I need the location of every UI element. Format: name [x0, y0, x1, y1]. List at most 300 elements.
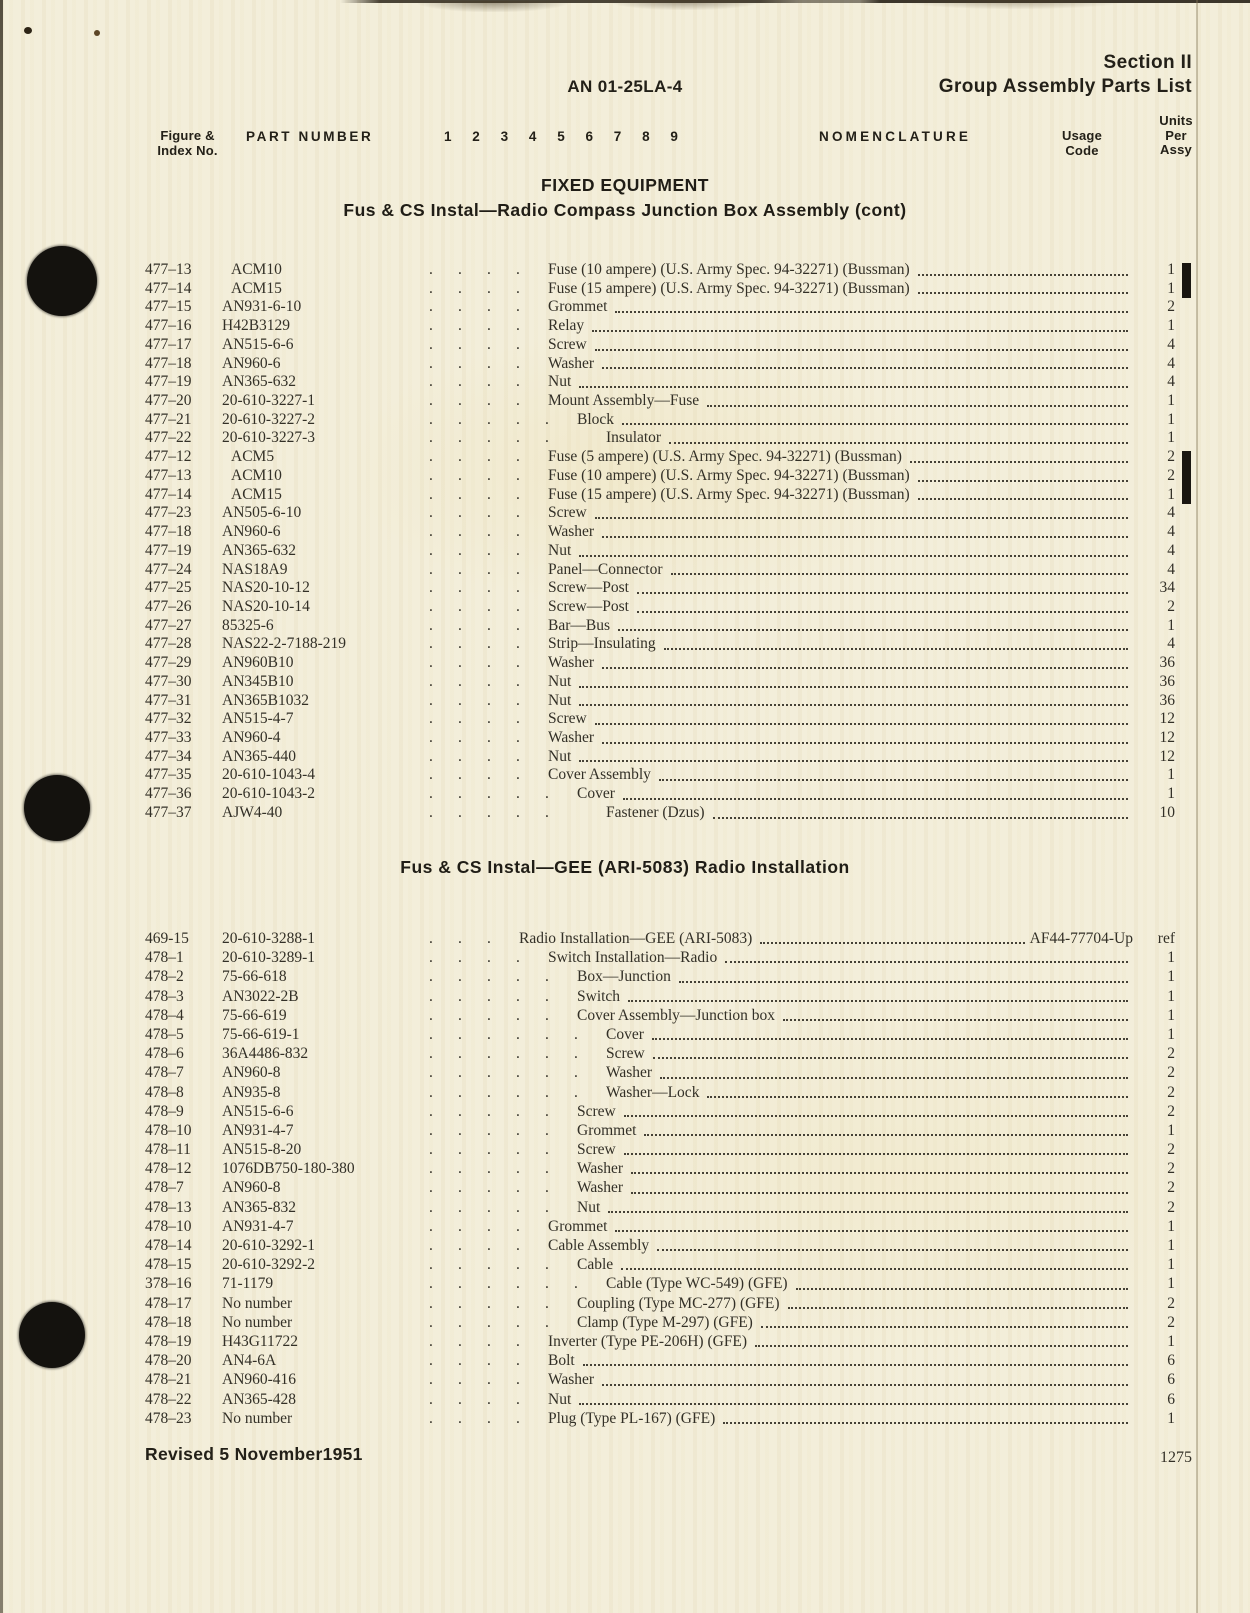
- table-row: [145, 355, 1175, 374]
- dotted-leader: [608, 1211, 1128, 1213]
- ink-speck: [94, 30, 100, 36]
- part-number-cell: ACM15: [231, 279, 282, 297]
- table-row: [145, 373, 1175, 392]
- dotted-leader: [918, 274, 1128, 276]
- document-number: AN 01-25LA-4: [567, 77, 683, 96]
- figure-index-cell: 478–10: [145, 1121, 192, 1139]
- units-per-assy-cell: 2: [1167, 1064, 1175, 1082]
- part-number-cell: 75-66-619-1: [222, 1025, 300, 1043]
- nomenclature-cell: [429, 1159, 1135, 1178]
- table-row: [145, 392, 1175, 411]
- table-row: [145, 635, 1175, 654]
- table-row: [145, 1063, 1175, 1082]
- nomenclature-cell: [429, 1370, 1135, 1389]
- nomenclature-text: Fuse (5 ampere) (U.S. Army Spec. 94-32271) (Bussman): [548, 448, 902, 466]
- part-number-cell: 20-610-3227-3: [222, 429, 315, 447]
- nomenclature-cell: [429, 748, 1135, 767]
- units-per-assy-cell: 1: [1167, 392, 1175, 410]
- part-number-cell: 75-66-619: [222, 1006, 287, 1024]
- table-row: [145, 617, 1175, 636]
- units-line2: Per: [1165, 127, 1187, 143]
- nomenclature-cell: [429, 280, 1135, 299]
- nomenclature-cell: [429, 579, 1135, 598]
- figure-index-cell: 477–29: [145, 654, 192, 672]
- nomenclature-cell: [429, 373, 1135, 392]
- nomenclature-cell: [429, 336, 1135, 355]
- figure-index-cell: 477–23: [145, 504, 192, 522]
- nomenclature-text: Washer: [548, 728, 595, 746]
- units-per-assy-cell: 1: [1167, 766, 1175, 784]
- table-row: [145, 1140, 1175, 1159]
- figure-index-cell: 478–13: [145, 1198, 192, 1216]
- table-row: [145, 804, 1175, 823]
- nomenclature-text: Washer: [577, 1160, 624, 1178]
- indenture-dots: . . . .: [429, 672, 520, 690]
- nomenclature-cell: [429, 654, 1135, 673]
- column-header-indenture-numbers: 1 2 3 4 5 6 7 8 9: [444, 129, 679, 144]
- units-per-assy-cell: 1: [1167, 616, 1175, 634]
- units-per-assy-cell: 1: [1167, 987, 1175, 1005]
- nomenclature-cell: [429, 355, 1135, 374]
- nomenclature-cell: [429, 1390, 1135, 1409]
- table-row: [145, 1370, 1175, 1389]
- page-right-edge: [1196, 0, 1198, 1613]
- nomenclature-text: Nut: [548, 747, 572, 765]
- dotted-leader: [579, 686, 1128, 688]
- indenture-dots: . . . .: [429, 949, 520, 967]
- dotted-leader: [602, 742, 1128, 744]
- indenture-dots: . . . .: [429, 1352, 520, 1370]
- page-left-edge: [0, 0, 3, 1613]
- nomenclature-text: Fuse (10 ampere) (U.S. Army Spec. 94-32271) (Bussman): [548, 261, 910, 278]
- nomenclature-cell: [429, 1083, 1135, 1102]
- figure-index-cell: 478–18: [145, 1313, 192, 1331]
- nomenclature-cell: [429, 467, 1135, 486]
- table-row: [145, 1294, 1175, 1313]
- figure-index-cell: 477–16: [145, 317, 192, 335]
- table-row: [145, 336, 1175, 355]
- scan-smudge: [610, 0, 760, 10]
- column-header-usage-code: [1042, 129, 1122, 158]
- nomenclature-cell: [429, 1294, 1135, 1313]
- nomenclature-cell: [429, 542, 1135, 561]
- figure-index-cell: 478–5: [145, 1025, 184, 1043]
- dotted-leader: [918, 292, 1128, 294]
- binder-hole: [19, 1302, 85, 1368]
- indenture-dots: . . . . .: [429, 429, 549, 447]
- dotted-leader: [644, 1134, 1128, 1136]
- part-number-cell: AN365B1032: [222, 691, 309, 709]
- indenture-dots: . . . .: [429, 541, 520, 559]
- nomenclature-text: Bar—Bus: [548, 616, 610, 634]
- nomenclature-cell: [429, 1274, 1135, 1293]
- nomenclature-text: Grommet: [548, 298, 608, 316]
- figure-index-cell: 478–14: [145, 1237, 192, 1254]
- indenture-dots: . . . . .: [429, 1160, 549, 1178]
- units-per-assy-cell: 1: [1167, 261, 1175, 278]
- indenture-dots: . . . .: [429, 261, 520, 278]
- figure-index-cell: 477–36: [145, 785, 192, 803]
- nomenclature-text: Cover Assembly—Junction box: [577, 1006, 776, 1024]
- nomenclature-cell: [429, 1313, 1135, 1332]
- nomenclature-cell: [429, 1025, 1135, 1044]
- dotted-leader: [637, 611, 1128, 613]
- indenture-dots: . . . . .: [429, 1006, 549, 1024]
- nomenclature-text: Cover: [577, 785, 615, 803]
- units-per-assy-cell: 1: [1167, 1217, 1175, 1235]
- indenture-dots: . . . .: [429, 335, 520, 353]
- indenture-dots: . . . . .: [429, 803, 549, 821]
- table-row: [145, 317, 1175, 336]
- table-row: [145, 1121, 1175, 1140]
- units-per-assy-cell: 4: [1167, 635, 1175, 653]
- dotted-leader: [660, 1077, 1128, 1079]
- part-number-cell: AN365-632: [222, 541, 297, 559]
- dotted-leader: [579, 555, 1128, 557]
- part-number-cell: H43G11722: [222, 1332, 299, 1350]
- figure-index-cell: 477–34: [145, 747, 192, 765]
- figure-index-cell: 478–15: [145, 1256, 192, 1274]
- figure-index-cell: 478–12: [145, 1160, 192, 1178]
- table-row: [145, 1159, 1175, 1178]
- dotted-leader: [583, 1364, 1128, 1366]
- part-number-cell: AN365-832: [222, 1198, 297, 1216]
- dotted-leader: [707, 405, 1128, 407]
- table-row: [145, 1351, 1175, 1370]
- table-row: [145, 523, 1175, 542]
- table-row: [145, 710, 1175, 729]
- units-per-assy-cell: 12: [1159, 747, 1175, 765]
- group-heading: FIXED EQUIPMENT: [541, 175, 709, 195]
- dotted-leader: [579, 386, 1128, 388]
- units-per-assy-cell: 2: [1167, 1294, 1175, 1312]
- part-number-cell: 71-1179: [222, 1275, 274, 1293]
- dotted-leader: [761, 1326, 1128, 1328]
- nomenclature-text: Screw: [606, 1045, 645, 1063]
- figure-index-cell: 477–20: [145, 392, 192, 410]
- units-per-assy-cell: 1: [1167, 785, 1175, 803]
- part-number-cell: AN365-632: [222, 373, 297, 391]
- dotted-leader: [637, 592, 1128, 594]
- nomenclature-text: Insulator: [606, 429, 662, 447]
- indenture-dots: . . . . .: [429, 1179, 549, 1197]
- dotted-leader: [707, 1096, 1128, 1098]
- units-per-assy-cell: 2: [1167, 1160, 1175, 1178]
- units-per-assy-cell: 12: [1159, 710, 1175, 728]
- nomenclature-cell: [429, 785, 1135, 804]
- indenture-dots: . . . .: [429, 597, 520, 615]
- indenture-dots: . . . .: [429, 710, 520, 728]
- table-row: [145, 1236, 1175, 1255]
- nomenclature-text: Screw: [577, 1141, 616, 1159]
- indenture-dots: . . . .: [429, 747, 520, 765]
- indenture-dots: . . . .: [429, 654, 520, 672]
- units-per-assy-cell: 10: [1159, 803, 1175, 821]
- figure-index-cell: 477–21: [145, 410, 192, 428]
- part-number-cell: NAS20-10-12: [222, 579, 310, 597]
- units-per-assy-cell: 4: [1167, 504, 1175, 522]
- section-label: Section II: [1103, 52, 1192, 73]
- part-number-cell: AN960-6: [222, 354, 281, 372]
- indenture-dots: . . . .: [429, 1409, 520, 1427]
- units-per-assy-cell: 2: [1167, 1045, 1175, 1063]
- nomenclature-cell: [429, 617, 1135, 636]
- units-per-assy-cell: 4: [1167, 354, 1175, 372]
- figure-index-cell: 478–22: [145, 1390, 192, 1408]
- nomenclature-text: Panel—Connector: [548, 560, 663, 578]
- indenture-dots: . . . .: [429, 392, 520, 410]
- figure-index-cell: 478–9: [145, 1102, 184, 1120]
- nomenclature-text: Grommet: [548, 1217, 608, 1235]
- part-number-cell: AN931-6-10: [222, 298, 302, 316]
- dotted-leader: [624, 1115, 1128, 1117]
- nomenclature-text: Nut: [548, 1390, 572, 1408]
- revision-date: Revised 5 November1951: [145, 1444, 363, 1464]
- assembly-title-1: Fus & CS Instal—Radio Compass Junction Box Assembly (cont): [343, 200, 907, 220]
- part-number-cell: 36A4486-832: [222, 1045, 309, 1063]
- table-row: [145, 429, 1175, 448]
- indenture-dots: . . . . .: [429, 1256, 549, 1274]
- dotted-leader: [653, 1057, 1128, 1059]
- indenture-dots: . . . . . .: [429, 1275, 578, 1293]
- nomenclature-text: Washer: [548, 654, 595, 672]
- table-row: [145, 280, 1175, 299]
- nomenclature-text: Washer—Lock: [606, 1083, 700, 1101]
- nomenclature-text: Screw: [548, 710, 587, 728]
- units-per-assy-cell: 2: [1167, 1179, 1175, 1197]
- part-number-cell: ACM15: [231, 485, 282, 503]
- nomenclature-text: Strip—Insulating: [548, 635, 656, 653]
- nomenclature-cell: [429, 1332, 1135, 1351]
- figure-index-cell: 477–31: [145, 691, 192, 709]
- figure-index-cell: 478–1: [145, 949, 184, 967]
- units-per-assy-cell: 36: [1159, 654, 1175, 672]
- part-number-cell: 1076DB750-180-380: [222, 1160, 355, 1178]
- usage-line2: Code: [1065, 142, 1099, 158]
- table-row: [145, 654, 1175, 673]
- nomenclature-cell: [429, 523, 1135, 542]
- figure-index-cell: 477–22: [145, 429, 192, 447]
- indenture-dots: . . . . . .: [429, 1064, 578, 1082]
- nomenclature-text: Cover Assembly: [548, 766, 651, 784]
- figure-index-cell: 477–13: [145, 261, 192, 278]
- figure-index-cell: 478–3: [145, 987, 184, 1005]
- figure-index-cell: 477–32: [145, 710, 192, 728]
- indenture-dots: . . . .: [429, 523, 520, 541]
- indenture-dots: . . . . .: [429, 1198, 549, 1216]
- nomenclature-cell: [429, 967, 1135, 986]
- indenture-dots: . . . .: [429, 279, 520, 297]
- indenture-dots: . . . . .: [429, 968, 549, 986]
- figure-index-cell: 478–11: [145, 1141, 191, 1159]
- table-row: [145, 1006, 1175, 1025]
- nomenclature-text: Nut: [577, 1198, 601, 1216]
- units-per-assy-cell: 2: [1167, 448, 1175, 466]
- nomenclature-text: Switch Installation—Radio: [548, 949, 718, 967]
- ink-speck: [24, 27, 32, 34]
- page-number: 1275: [1160, 1449, 1192, 1466]
- indenture-dots: . . . .: [429, 317, 520, 335]
- nomenclature-cell: [429, 635, 1135, 654]
- figure-index-cell: 478–19: [145, 1332, 192, 1350]
- units-per-assy-cell: 1: [1167, 1332, 1175, 1350]
- usage-code-cell: AF44-77704-Up: [1029, 930, 1133, 947]
- dotted-leader: [618, 629, 1128, 631]
- dotted-leader: [760, 942, 1024, 944]
- indenture-dots: . . . . . .: [429, 1025, 578, 1043]
- table-row: [145, 411, 1175, 430]
- nomenclature-text: Cable Assembly: [548, 1237, 650, 1254]
- part-number-cell: AJW4-40: [222, 803, 283, 821]
- figure-index-cell: 477–33: [145, 728, 192, 746]
- nomenclature-text: Plug (Type PL-167) (GFE): [548, 1409, 716, 1427]
- table-row: [145, 748, 1175, 767]
- part-number-cell: AN960-416: [222, 1371, 297, 1389]
- table-row: [145, 1025, 1175, 1044]
- part-number-cell: 20-610-3292-1: [222, 1237, 315, 1254]
- dotted-leader: [713, 817, 1128, 819]
- nomenclature-text: Fuse (15 ampere) (U.S. Army Spec. 94-32271) (Bussman): [548, 279, 910, 297]
- units-per-assy-cell: 12: [1159, 728, 1175, 746]
- dotted-leader: [788, 1307, 1128, 1309]
- part-number-cell: 20-610-3289-1: [222, 949, 315, 967]
- binder-hole: [27, 246, 97, 316]
- units-per-assy-cell: 2: [1167, 1313, 1175, 1331]
- revision-bar: [1182, 263, 1191, 298]
- units-per-assy-cell: 4: [1167, 373, 1175, 391]
- table-row: [145, 561, 1175, 580]
- table-row: [145, 298, 1175, 317]
- part-number-cell: AN960-6: [222, 523, 281, 541]
- units-per-assy-cell: 2: [1167, 466, 1175, 484]
- nomenclature-cell: [429, 1217, 1135, 1236]
- part-number-cell: ACM5: [231, 448, 275, 466]
- units-per-assy-cell: 6: [1167, 1352, 1175, 1370]
- nomenclature-cell: [429, 1044, 1135, 1063]
- indenture-dots: . . . .: [429, 766, 520, 784]
- dotted-leader: [657, 1249, 1128, 1251]
- indenture-dots: . . . .: [429, 691, 520, 709]
- indenture-dots: . . . .: [429, 485, 520, 503]
- nomenclature-text: Washer: [548, 1371, 595, 1389]
- units-per-assy-cell: 1: [1167, 949, 1175, 967]
- part-number-cell: AN960-8: [222, 1179, 281, 1197]
- nomenclature-cell: [429, 561, 1135, 580]
- units-line3: Assy: [1160, 142, 1192, 157]
- column-header-nomenclature: NOMENCLATURE: [819, 129, 972, 144]
- nomenclature-text: Screw: [548, 504, 587, 522]
- part-number-cell: ACM10: [231, 466, 282, 484]
- dotted-leader: [623, 798, 1128, 800]
- nomenclature-text: Radio Installation—GEE (ARI-5083): [519, 930, 753, 947]
- indenture-dots: . . . .: [429, 1237, 520, 1254]
- dotted-leader: [664, 648, 1128, 650]
- part-number-cell: 85325-6: [222, 616, 274, 634]
- nomenclature-text: Cover: [606, 1025, 644, 1043]
- dotted-leader: [669, 442, 1128, 444]
- indenture-dots: . . . .: [429, 1371, 520, 1389]
- table-row: [145, 261, 1175, 280]
- scan-smudge: [905, 0, 1125, 9]
- figure-index-cell: 477–24: [145, 560, 192, 578]
- nomenclature-text: Fuse (15 ampere) (U.S. Army Spec. 94-32271) (Bussman): [548, 485, 910, 503]
- dotted-leader: [723, 1422, 1128, 1424]
- dotted-leader: [579, 760, 1128, 762]
- nomenclature-cell: [429, 1409, 1135, 1428]
- part-number-cell: 20-610-3288-1: [222, 930, 315, 947]
- nomenclature-text: Fastener (Dzus): [606, 803, 705, 821]
- table-row: [145, 948, 1175, 967]
- scan-smudge: [418, 1, 568, 12]
- part-number-cell: NAS18A9: [222, 560, 288, 578]
- table-row: [145, 504, 1175, 523]
- part-number-cell: AN960-4: [222, 728, 281, 746]
- units-per-assy-cell: 1: [1167, 1275, 1175, 1293]
- table-row: [145, 1217, 1175, 1236]
- dotted-leader: [602, 367, 1128, 369]
- dotted-leader: [579, 704, 1128, 706]
- nomenclature-text: Clamp (Type M-297) (GFE): [577, 1313, 753, 1331]
- units-per-assy-cell: 1: [1167, 1256, 1175, 1274]
- table-row: [145, 598, 1175, 617]
- indenture-dots: . . . .: [429, 728, 520, 746]
- part-number-cell: AN515-8-20: [222, 1141, 302, 1159]
- nomenclature-cell: [429, 1063, 1135, 1082]
- units-per-assy-cell: 2: [1167, 1083, 1175, 1101]
- nomenclature-text: Washer: [548, 354, 595, 372]
- nomenclature-cell: [429, 929, 1135, 948]
- figure-index-cell: 478–10: [145, 1217, 192, 1235]
- units-per-assy-cell: 4: [1167, 541, 1175, 559]
- dotted-leader: [579, 1403, 1128, 1405]
- nomenclature-text: Cable: [577, 1256, 614, 1274]
- part-number-cell: 20-610-3227-1: [222, 392, 315, 410]
- figure-index-cell: 477–27: [145, 616, 192, 634]
- figure-index-line1: Figure &: [160, 128, 215, 143]
- table-row: [145, 1178, 1175, 1197]
- nomenclature-text: Relay: [548, 317, 585, 335]
- units-per-assy-cell: 1: [1167, 1409, 1175, 1427]
- indenture-dots: . . . . .: [429, 410, 549, 428]
- dotted-leader: [622, 423, 1128, 425]
- indenture-dots: . . .: [429, 930, 491, 947]
- nomenclature-text: Nut: [548, 541, 572, 559]
- table-row: [145, 1390, 1175, 1409]
- table-row: [145, 1332, 1175, 1351]
- indenture-dots: . . . .: [429, 1332, 520, 1350]
- figure-index-cell: 477–14: [145, 485, 192, 503]
- figure-index-cell: 478–23: [145, 1409, 192, 1427]
- units-per-assy-cell: 1: [1167, 1025, 1175, 1043]
- figure-index-cell: 478–21: [145, 1371, 192, 1389]
- part-number-cell: AN931-4-7: [222, 1217, 294, 1235]
- nomenclature-text: Washer: [606, 1064, 653, 1082]
- part-number-cell: AN345B10: [222, 672, 294, 690]
- units-per-assy-cell: 2: [1167, 1141, 1175, 1159]
- nomenclature-text: Block: [577, 410, 615, 428]
- figure-index-cell: 477–15: [145, 298, 192, 316]
- units-per-assy-cell: 1: [1167, 968, 1175, 986]
- part-number-cell: No number: [222, 1294, 293, 1312]
- nomenclature-cell: [429, 1255, 1135, 1274]
- part-number-cell: AN3022-2B: [222, 987, 299, 1005]
- usage-line1: Usage: [1061, 128, 1103, 143]
- nomenclature-text: Fuse (10 ampere) (U.S. Army Spec. 94-32271) (Bussman): [548, 466, 910, 484]
- indenture-dots: . . . .: [429, 635, 520, 653]
- units-per-assy-cell: 2: [1167, 597, 1175, 615]
- part-number-cell: No number: [222, 1409, 293, 1427]
- part-number-cell: AN515-6-6: [222, 1102, 294, 1120]
